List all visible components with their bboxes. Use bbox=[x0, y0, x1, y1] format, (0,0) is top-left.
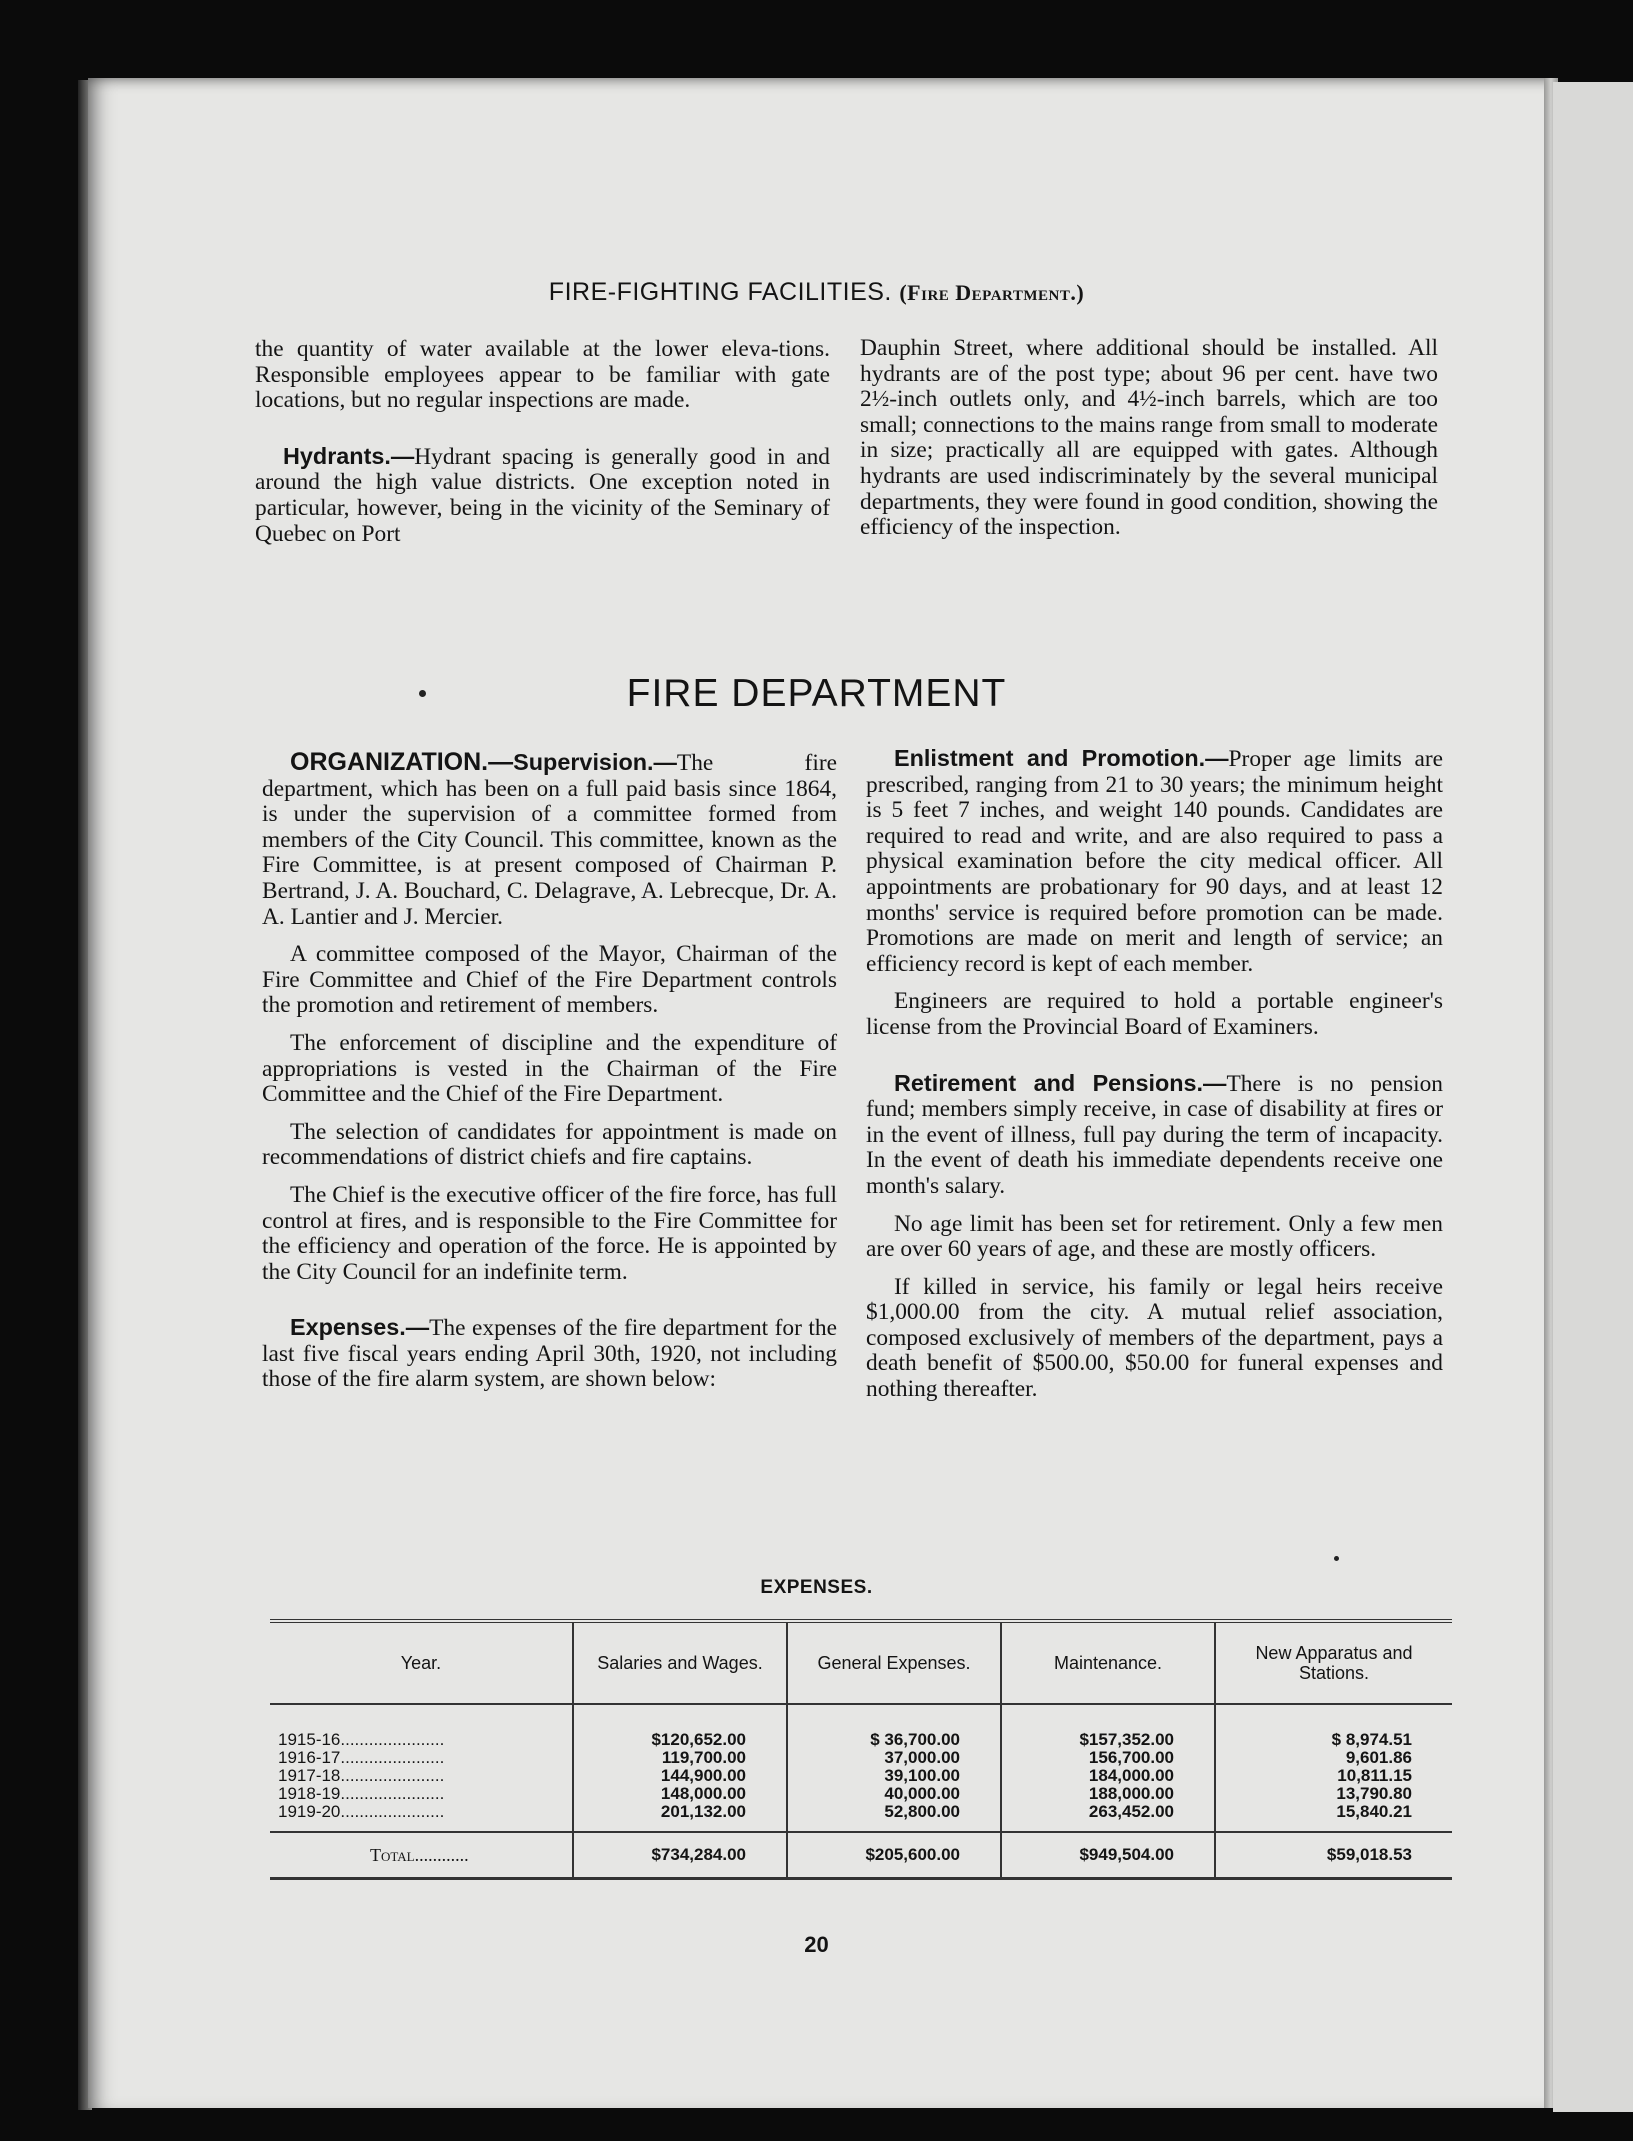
table-header-row bbox=[270, 1621, 1452, 1704]
right-column bbox=[866, 746, 1443, 1415]
page-number: 20 bbox=[804, 1932, 829, 1957]
running-head-title: FIRE-FIGHTING FACILITIES. bbox=[548, 278, 892, 306]
section-title: FIRE DEPARTMENT bbox=[626, 672, 1007, 715]
column-header: Salaries and Wages. bbox=[573, 1621, 787, 1704]
left-column bbox=[262, 750, 837, 1405]
paragraph: The selection of candidates for appointment is made on recommendations of district chiefs and fire captains. bbox=[262, 1118, 837, 1171]
paragraph: Dauphin Street, where additional should be installed. All hydrants are of the post type; about 96 per cent. have two 2½-inch outlets only, and 4½-inch barrels, which are too small; connections to the mains range from small to moderate in size; practically all are equipped with gates. Although hydrants are used indiscriminately by the several municipal departments, they were found in good condition, showing the efficiency of the inspection. bbox=[860, 335, 1438, 541]
column-header: Year. bbox=[270, 1621, 573, 1704]
paragraph-hydrants: Hydrants.—Hydrant spacing is generally good in and around the high value districts. One exception noted in particular, however, being in the vicinity of the Seminary of Quebec on Port bbox=[255, 442, 830, 547]
run-in-heading: Supervision.— bbox=[513, 749, 677, 775]
paragraph: A committee composed of the Mayor, Chairman of the Fire Committee and Chief of the Fire Department controls the promotion and retirement of members. bbox=[262, 941, 837, 1019]
year: 1919-20...................... bbox=[278, 1802, 445, 1821]
expenses-table bbox=[270, 1619, 1452, 1880]
top-right-column bbox=[860, 336, 1438, 553]
year: 1916-17...................... bbox=[278, 1748, 445, 1767]
paragraph: the quantity of water available at the lower eleva-tions. Responsible employees appear to be familiar with gate locations, but no regular inspections are made. bbox=[255, 336, 830, 414]
year: 1915-16...................... bbox=[278, 1730, 445, 1749]
new-apparatus-cell: $ 8,974.51 9,601.86 10,811.15 13,790.80 15,840.21 bbox=[1215, 1704, 1452, 1832]
run-in-heading: Enlistment and Promotion.— bbox=[894, 745, 1229, 771]
total-label: Total............ bbox=[270, 1832, 573, 1879]
table-body-row bbox=[270, 1704, 1452, 1832]
total-maintenance: $949,504.00 bbox=[1001, 1832, 1215, 1879]
paragraph-expenses: Expenses.—The expenses of the fire department for the last five fiscal years ending April 30th, 1920, not including those of the fire alarm system, are shown below: bbox=[262, 1314, 837, 1393]
year: 1918-19...................... bbox=[278, 1784, 445, 1803]
top-left-column bbox=[255, 337, 830, 559]
paragraph-retirement: Retirement and Pensions.—There is no pension fund; members simply receive, in case of disability at fires or in the event of illness, full pay during the term of incapacity. In the event of death his immediate dependents receive one month's salary. bbox=[866, 1069, 1443, 1199]
paragraph: If killed in service, his family or legal heirs receive $1,000.00 from the city. A mutual relief association, composed exclusively of members of the department, pays a death benefit of $500.00, $50.00 for funeral expenses and nothing thereafter. bbox=[866, 1273, 1443, 1403]
running-head-sub: (Fire Department.) bbox=[899, 280, 1085, 305]
run-in-heading: Retirement and Pensions.— bbox=[894, 1069, 1227, 1096]
general-expenses-cell: $ 36,700.00 37,000.00 39,100.00 40,000.00 52,800.00 bbox=[787, 1704, 1001, 1832]
salaries-cell: $120,652.00 119,700.00 144,900.00 148,000.00 201,132.00 bbox=[573, 1704, 787, 1832]
year-cell bbox=[270, 1704, 573, 1832]
section-heading: ORGANIZATION.— bbox=[290, 748, 514, 776]
column-header: New Apparatus and Stations. bbox=[1215, 1621, 1452, 1704]
paragraph: Engineers are required to hold a portable engineer's license from the Provincial Board of Examiners. bbox=[866, 988, 1443, 1040]
paragraph: No age limit has been set for retirement. Only a few men are over 60 years of age, and these are mostly officers. bbox=[866, 1210, 1443, 1263]
total-general-expenses: $205,600.00 bbox=[787, 1832, 1001, 1879]
table-title: EXPENSES. bbox=[760, 1577, 873, 1598]
running-head bbox=[0, 278, 1633, 307]
run-in-heading: Expenses.— bbox=[290, 1314, 430, 1341]
paragraph: The enforcement of discipline and the expenditure of appropriations is vested in the Chairman of the Fire Committee and the Chief of the Fire Department. bbox=[262, 1029, 837, 1108]
paragraph-enlistment: Enlistment and Promotion.—Proper age limits are prescribed, ranging from 21 to 30 years; the minimum height is 5 feet 7 inches, and weight 140 pounds. Candidates are required to read and write, and are also required to pass a physical examination before the city medical officer. All appointments are probationary for 90 days, and at least 12 months' service is required before promotion can be made. Promotions are made on merit and length of service; an efficiency record is kept of each member. bbox=[866, 745, 1443, 977]
column-header: Maintenance. bbox=[1001, 1621, 1215, 1704]
table-total-row bbox=[270, 1832, 1452, 1879]
facing-page-edge bbox=[1553, 82, 1633, 2112]
run-in-heading: Hydrants.— bbox=[283, 442, 415, 469]
year: 1917-18...................... bbox=[278, 1766, 445, 1785]
total-salaries: $734,284.00 bbox=[573, 1832, 787, 1879]
total-new-apparatus: $59,018.53 bbox=[1215, 1832, 1452, 1879]
ink-dot bbox=[1334, 1556, 1339, 1561]
maintenance-cell: $157,352.00 156,700.00 184,000.00 188,000.00 263,452.00 bbox=[1001, 1704, 1215, 1832]
paragraph-organization: ORGANIZATION.—Supervision.—The fire department, which has been on a full paid basis since 1864, is under the supervision of a committee formed from members of the City Council. This committee, known as the Fire Committee, is at present composed of Chairman P. Bertrand, J. A. Bouchard, C. Delagrave, A. Lebrecque, Dr. A. A. Lantier and J. Mercier. bbox=[262, 748, 837, 930]
paragraph: The Chief is the executive officer of the fire force, has full control at fires, and is responsible to the Fire Committee for the efficiency and operation of the force. He is appointed by the City Council for an indefinite term. bbox=[262, 1181, 837, 1285]
column-header: General Expenses. bbox=[787, 1621, 1001, 1704]
